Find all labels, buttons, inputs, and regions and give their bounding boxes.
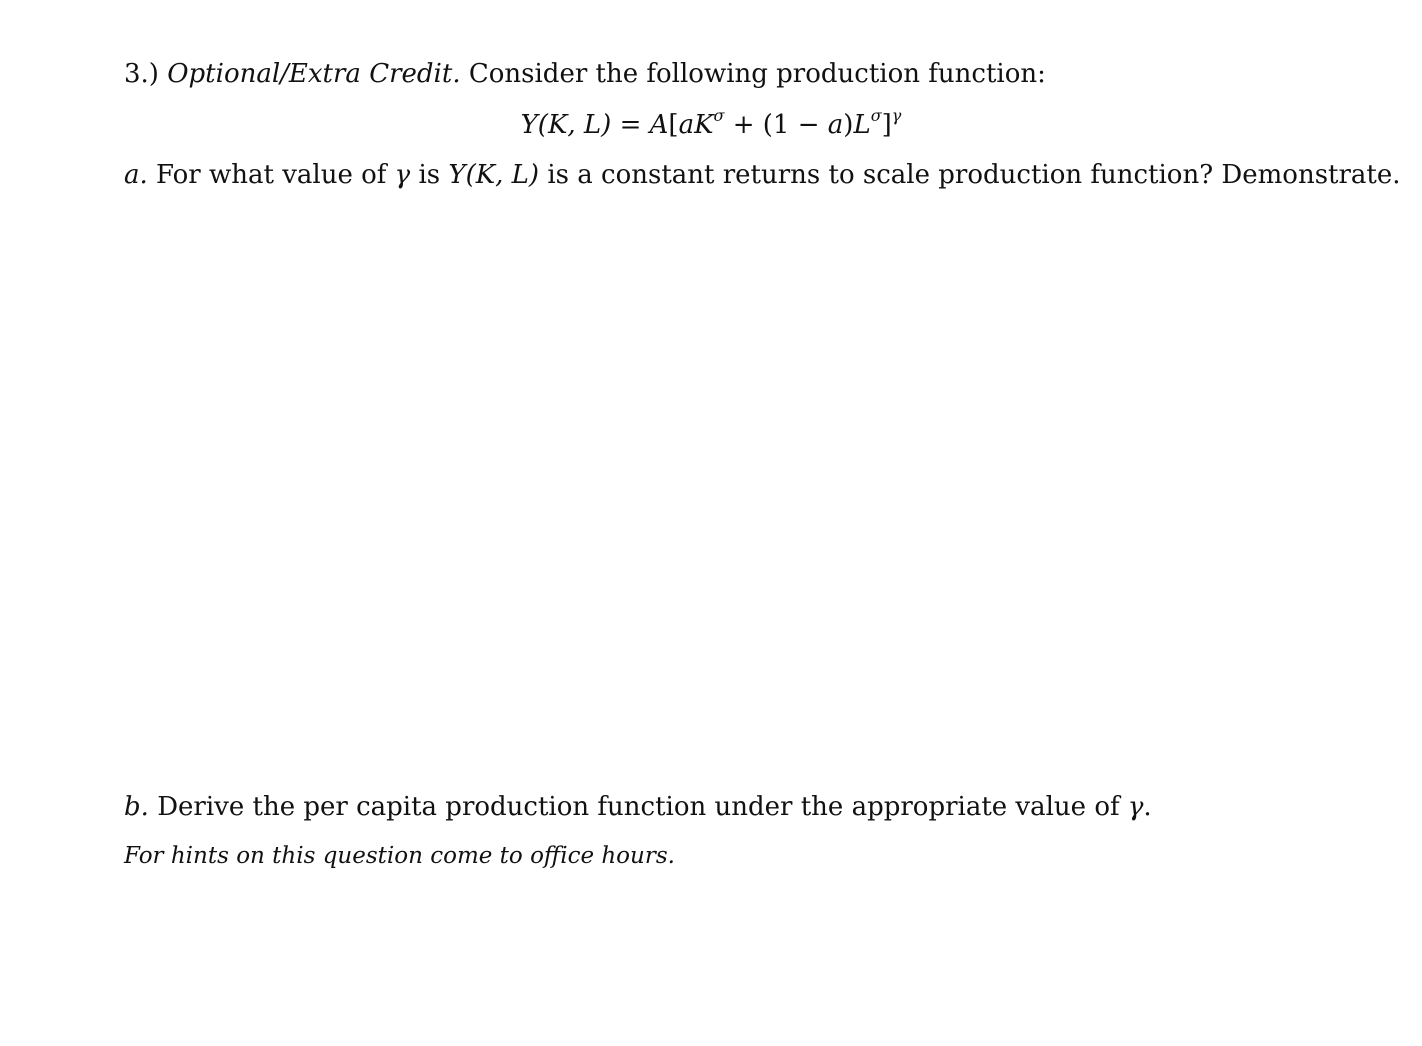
equation-bracket-close: ] — [881, 110, 892, 140]
question-number: 3.) — [124, 59, 159, 89]
equation-term1-var: K — [694, 110, 714, 140]
part-a-function: Y(K, L) — [448, 160, 540, 190]
equation-bracket-open: [ — [668, 110, 679, 140]
equation-exponent-sigma-1: σ — [713, 106, 725, 125]
equation-lhs: Y(K, L) — [520, 110, 612, 140]
part-a-prompt — [124, 159, 1401, 191]
part-a-text-after: is a constant returns to scale production function? Demonstrate. — [547, 160, 1401, 190]
equation-term2-coef-close: ) — [843, 110, 854, 140]
part-a-text-before: For what value of — [156, 160, 387, 190]
part-b-gamma: γ — [1127, 792, 1144, 822]
equation-equals: = — [619, 110, 642, 140]
part-a-text-middle: is — [418, 160, 441, 190]
part-b-text: Derive the per capita production function under the appropriate value of — [157, 792, 1120, 822]
question-label: Optional/Extra Credit. — [167, 59, 461, 89]
part-b-label: b. — [124, 792, 149, 822]
equation-outer-exponent-gamma: γ — [891, 106, 902, 125]
equation-term2-coef: (1 − — [762, 110, 828, 140]
part-a-label: a. — [124, 160, 148, 190]
equation-exponent-sigma-2: σ — [870, 106, 882, 125]
question-3-heading — [124, 58, 1046, 90]
equation-term2-var: L — [853, 110, 871, 140]
equation-plus: + — [732, 110, 755, 140]
part-a-answer-space — [124, 205, 1324, 770]
question-intro: Consider the following production function: — [468, 59, 1046, 89]
equation-term2-coef-var: a — [827, 110, 844, 140]
office-hours-hint: For hints on this question come to office hours. — [124, 843, 675, 869]
equation-A: A — [649, 110, 669, 140]
part-a-gamma: γ — [394, 160, 411, 190]
equation-term1-coef: a — [678, 110, 695, 140]
part-b-prompt — [124, 791, 1152, 823]
production-function-equation — [0, 108, 1422, 142]
part-b-period: . — [1143, 792, 1152, 822]
